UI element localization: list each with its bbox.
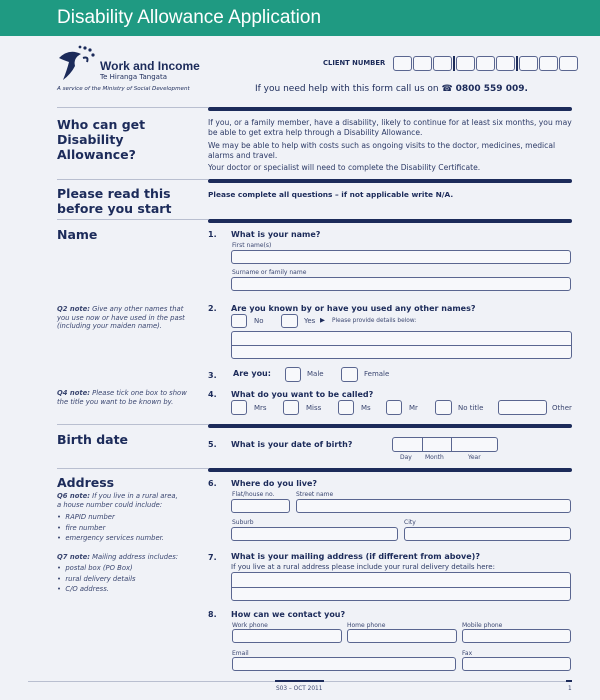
flat-label: Flat/house no.	[232, 491, 275, 498]
who-p2: We may be able to help with costs such as ongoing visits to the doctor, medicines, medical alarms and travel.	[208, 141, 556, 160]
fax-label: Fax	[462, 650, 473, 657]
mobile-phone-field[interactable]	[462, 629, 571, 643]
q5-text: What is your date of birth?	[231, 440, 353, 449]
female-checkbox[interactable]	[341, 367, 358, 382]
client-digit[interactable]	[496, 56, 515, 71]
logo-name: Work and Income	[100, 59, 200, 73]
q6-note	[57, 492, 182, 509]
yes-checkbox[interactable]	[281, 314, 298, 328]
work-phone-field[interactable]	[232, 629, 342, 643]
q7-note-text: Mailing address includes:	[89, 553, 179, 561]
section-heading-address: Address	[57, 475, 115, 490]
divider	[57, 468, 208, 469]
street-field[interactable]	[296, 499, 571, 513]
client-number-label: CLIENT NUMBER	[323, 59, 386, 67]
q6-number: 6.	[208, 479, 217, 488]
section-heading-who: Who can get Disability Allowance?	[57, 117, 146, 162]
city-field[interactable]	[404, 527, 571, 541]
list-item: • C/O address.	[57, 585, 109, 593]
section-bar	[208, 107, 572, 111]
q4-text: What do you want to be called?	[231, 390, 374, 399]
mrs-label: Mrs	[254, 404, 267, 412]
q6-list	[57, 512, 187, 544]
mailing-address-field[interactable]	[231, 572, 571, 601]
month-label: Month	[425, 454, 444, 461]
q7-subtext: If you live at a rural address please include your rural delivery details here:	[231, 563, 495, 571]
client-digit[interactable]	[539, 56, 558, 71]
fax-field[interactable]	[462, 657, 571, 671]
client-digit[interactable]	[519, 56, 538, 71]
q8-number: 8.	[208, 610, 217, 619]
city-label: City	[404, 519, 416, 526]
male-checkbox[interactable]	[285, 367, 301, 382]
logo-figure-icon	[57, 44, 99, 82]
divider	[57, 424, 208, 425]
suburb-field[interactable]	[231, 527, 398, 541]
footer-accent	[275, 680, 324, 682]
mobile-phone-label: Mobile phone	[462, 622, 503, 629]
yes-label: Yes	[304, 317, 316, 325]
no-checkbox[interactable]	[231, 314, 247, 328]
mrs-checkbox[interactable]	[231, 400, 247, 415]
other-label: Other	[552, 404, 572, 412]
client-digit[interactable]	[476, 56, 495, 71]
divider	[453, 56, 455, 71]
footer-accent	[566, 680, 572, 682]
q7-list	[57, 563, 187, 595]
logo-subname: Te Hiranga Tangata	[100, 73, 167, 81]
no-title-checkbox[interactable]	[435, 400, 452, 415]
section-bar	[208, 468, 572, 472]
arrow-right-icon: ▶	[320, 316, 325, 324]
divider	[57, 219, 208, 220]
header-bar	[0, 0, 600, 36]
q6-note-text: If you live in a rural area, a house number could include:	[57, 492, 178, 509]
no-label: No	[254, 317, 264, 325]
divider	[57, 107, 208, 108]
divider	[516, 56, 518, 71]
email-field[interactable]	[232, 657, 456, 671]
list-item: • emergency services number.	[57, 534, 164, 542]
no-title-label: No title	[458, 404, 484, 412]
day-label: Day	[400, 454, 412, 461]
female-label: Female	[364, 370, 390, 378]
q6-note-label: Q6 note:	[57, 492, 90, 500]
date-of-birth-field[interactable]	[392, 437, 498, 452]
client-digit[interactable]	[393, 56, 412, 71]
q2-note	[57, 305, 187, 331]
form-code: S03 – OCT 2011	[276, 686, 323, 692]
suburb-label: Suburb	[232, 519, 254, 526]
section-bar	[208, 179, 572, 183]
q4-note-text: Please tick one box to show the title you want to be known by.	[57, 389, 187, 406]
section-bar	[208, 219, 572, 223]
street-label: Street name	[296, 491, 334, 498]
section-heading-read: Please read this before you start	[57, 186, 172, 216]
who-p1: If you, or a family member, have a disability, likely to continue for at least six months, you may be able to get extra help through a Disability Allowance.	[208, 118, 572, 137]
q2-note-label: Q2 note:	[57, 305, 90, 313]
phone-icon: ☎	[441, 84, 453, 94]
q7-note-label: Q7 note:	[57, 553, 90, 561]
help-line	[255, 84, 528, 94]
client-digit[interactable]	[559, 56, 578, 71]
form-title: Disability Allowance Application	[57, 7, 322, 28]
q7-text: What is your mailing address (if different from above)?	[231, 552, 480, 561]
client-digit[interactable]	[413, 56, 432, 71]
list-item: • fire number	[57, 523, 106, 532]
q1-text: What is your name?	[231, 230, 321, 239]
q6-text: Where do you live?	[231, 479, 318, 488]
first-name-label: First name(s)	[232, 242, 272, 249]
flat-field[interactable]	[231, 499, 290, 513]
other-names-field[interactable]	[231, 331, 572, 359]
ms-label: Ms	[361, 404, 371, 412]
read-text: Please complete all questions – if not applicable write N/A.	[208, 190, 454, 199]
q1-number: 1.	[208, 230, 217, 239]
q7-number: 7.	[208, 553, 217, 562]
details-label: Please provide details below:	[332, 318, 417, 324]
list-item: • rural delivery details	[57, 574, 136, 583]
q4-note	[57, 389, 187, 406]
q2-number: 2.	[208, 304, 217, 313]
list-item: • RAPID number	[57, 513, 115, 521]
q2-note-text: Give any other names that you use now or have used in the past (including your maiden name).	[57, 305, 185, 330]
tagline: A service of the Ministry of Social Development	[57, 86, 190, 92]
work-phone-label: Work phone	[232, 622, 268, 629]
miss-label: Miss	[306, 404, 322, 412]
q4-number: 4.	[208, 390, 217, 399]
page-number: 1	[568, 686, 572, 692]
ms-checkbox[interactable]	[338, 400, 354, 415]
list-item: • postal box (PO Box)	[57, 564, 133, 572]
mr-label: Mr	[409, 404, 418, 412]
year-label: Year	[468, 454, 481, 461]
q4-note-label: Q4 note:	[57, 389, 90, 397]
client-number-boxes	[393, 56, 578, 71]
surname-label: Surname or family name	[232, 269, 307, 276]
home-phone-field[interactable]	[347, 629, 457, 643]
help-text: If you need help with this form call us on	[255, 84, 439, 94]
email-label: Email	[232, 650, 249, 657]
home-phone-label: Home phone	[347, 622, 386, 629]
q8-text: How can we contact you?	[231, 610, 346, 619]
q3-text: Are you:	[233, 369, 271, 378]
section-heading-birth: Birth date	[57, 432, 129, 447]
other-title-field[interactable]	[498, 400, 547, 415]
miss-checkbox[interactable]	[283, 400, 299, 415]
who-p3: Your doctor or specialist will need to complete the Disability Certificate.	[208, 163, 481, 172]
surname-field[interactable]	[231, 277, 571, 291]
first-name-field[interactable]	[231, 250, 571, 264]
q5-number: 5.	[208, 440, 217, 449]
q7-note	[57, 553, 187, 562]
client-digit[interactable]	[433, 56, 452, 71]
q3-number: 3.	[208, 371, 217, 380]
q2-text: Are you known by or have you used any other names?	[231, 304, 476, 313]
logo	[57, 44, 99, 86]
help-phone: 0800 559 009.	[455, 84, 528, 94]
mr-checkbox[interactable]	[386, 400, 402, 415]
section-bar	[208, 424, 572, 428]
male-label: Male	[307, 370, 324, 378]
client-digit[interactable]	[456, 56, 475, 71]
section-heading-name: Name	[57, 227, 98, 242]
divider	[57, 179, 208, 180]
